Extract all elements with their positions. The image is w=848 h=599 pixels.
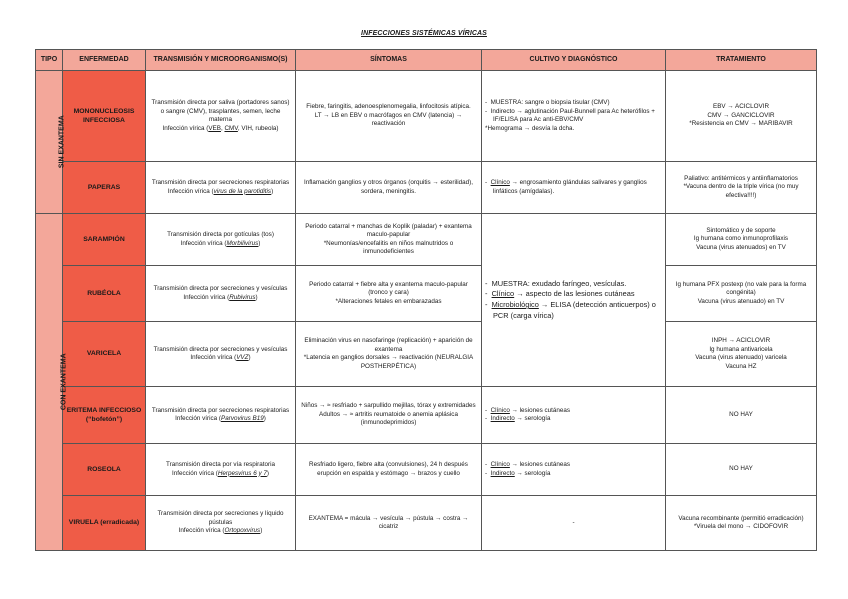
treatment-cell: INPH → ACICLOVIR Ig humana antivaricela Vacuna (virus atenuado) varicela Vacuna HZ (666, 322, 817, 387)
group-con-exantema: CON EXANTEMA (36, 214, 63, 551)
header-enfermedad: ENFERMEDAD (63, 50, 146, 71)
document-title: INFECCIONES SISTÉMICAS VÍRICAS (361, 30, 487, 37)
header-row (36, 50, 817, 71)
disease-rubeola: RUBÉOLA (63, 266, 146, 322)
disease-eritema: ERITEMA INFECCIOSO (“bofetón”) (63, 387, 146, 444)
table-row (36, 496, 817, 551)
table-row (36, 266, 817, 322)
transmission-cell: Transmisión directa por secreciones respiratorias Infección vírica (virus de la parotiditis) (146, 162, 296, 214)
diagnosis-cell: - Clínico → lesiones cutáneas - Indirecto → serología (482, 444, 666, 496)
disease-paperas: PAPERAS (63, 162, 146, 214)
treatment-cell: Paliativo: antitérmicos y antiinflamatorios *Vacuna dentro de la triple vírica (no muy efectiva!!!!) (666, 162, 817, 214)
treatment-cell: Ig humana PFX postexp (no vale para la forma congénita) Vacuna (virus atenuado) en TV (666, 266, 817, 322)
treatment-cell: NO HAY (666, 444, 817, 496)
header-sintomas: SÍNTOMAS (296, 50, 482, 71)
transmission-cell: Transmisión directa por gotículas (tos) Infección vírica (Morbilivirus) (146, 214, 296, 266)
disease-roseola: ROSEOLA (63, 444, 146, 496)
transmission-cell: Transmisión directa por vía respiratoria Infección vírica (Herpesvirus 6 y 7) (146, 444, 296, 496)
treatment-cell: Sintomático y de soporte Ig humana como inmunoprofilaxis Vacuna (virus atenuados) en TV (666, 214, 817, 266)
transmission-cell: Transmisión directa por saliva (portadores sanos) o sangre (CMV), trasplantes, semen, leche materna Infección vírica (VEB, CMV, VIH, rubeola) (146, 71, 296, 162)
symptoms-cell: EXANTEMA = mácula → vesícula → pústula → costra → cicatriz (296, 496, 482, 551)
disease-sarampion: SARAMPIÓN (63, 214, 146, 266)
shared-diagnosis-cell: - MUESTRA: exudado faríngeo, vesículas. - Clínico → aspecto de las lesiones cutáneas - Microbiológico → ELISA (detección anticuerpos) o PCR (carga vírica) (482, 214, 666, 387)
header-tratamiento: TRATAMIENTO (666, 50, 817, 71)
disease-mononucleosis: MONONUCLEOSIS INFECCIOSA (63, 71, 146, 162)
transmission-cell: Transmisión directa por secreciones y vesículas Infección vírica (Rubivirus) (146, 266, 296, 322)
disease-viruela: VIRUELA (erradicada) (63, 496, 146, 551)
transmission-cell: Transmisión directa por secreciones respiratorias Infección vírica (Parvovirus B19) (146, 387, 296, 444)
symptoms-cell: Resfriado ligero, fiebre alta (convulsiones), 24 h después erupción en espalda y estómago → brazos y cuello (296, 444, 482, 496)
treatment-cell: Vacuna recombinante (permitió erradicación) *Viruela del mono → CIDOFOVIR (666, 496, 817, 551)
viral-infections-table (35, 49, 817, 551)
header-tipo: TIPO (36, 50, 63, 71)
header-diagnostico: CULTIVO Y DIAGNÓSTICO (482, 50, 666, 71)
symptoms-cell: Fiebre, faringitis, adenoesplenomegalia, linfocitosis atípica. LT → LB en EBV o macrófagos en CMV (latencia) → reactivación (296, 71, 482, 162)
diagnosis-cell: - MUESTRA: sangre o biopsia tisular (CMV) - Indirecto → aglutinación Paul-Bunnell para Ac heterófilos + IF/ELISA para Ac anti-EBV/CMV *Hemograma → desvía la dcha. (482, 71, 666, 162)
treatment-cell: EBV → ACICLOVIR CMV → GANCICLOVIR *Resistencia en CMV → MARIBAVIR (666, 71, 817, 162)
table-row (36, 444, 817, 496)
group-sin-exantema: SIN EXANTEMA (36, 71, 63, 214)
table-row (36, 387, 817, 444)
symptoms-cell: Niños → ≈ resfriado + sarpullido mejillas, tórax y extremidades Adultos → ≈ artritis reumatoide o anemia aplásica (inmunodeprimidos) (296, 387, 482, 444)
table-row (36, 322, 817, 387)
symptoms-cell: Eliminación virus en nasofaringe (replicación) + aparición de exantema *Latencia en ganglios dorsales → reactivación (NEURALGIA POSTHERPÉTICA) (296, 322, 482, 387)
diagnosis-cell: - Clínico → engrosamiento glándulas salivares y ganglios linfáticos (amígdalas). (482, 162, 666, 214)
symptoms-cell: Periodo catarral + fiebre alta y exantema maculo-papular (tronco y cara) *Alteraciones fetales en embarazadas (296, 266, 482, 322)
transmission-cell: Transmisión directa por secreciones y líquido pústulas Infección vírica (Ortopoxvirus) (146, 496, 296, 551)
table-row (36, 214, 817, 266)
treatment-cell: NO HAY (666, 387, 817, 444)
table-row (36, 162, 817, 214)
transmission-cell: Transmisión directa por secreciones y vesículas Infección vírica (VVZ) (146, 322, 296, 387)
symptoms-cell: Inflamación ganglios y otros órganos (orquitis → esterilidad), sordera, meningitis. (296, 162, 482, 214)
disease-varicela: VARICELA (63, 322, 146, 387)
symptoms-cell: Periodo catarral + manchas de Koplik (paladar) + exantema maculo-papular *Neumonías/encefalitis en niños malnutridos o inmunodeficientes (296, 214, 482, 266)
diagnosis-cell: - Clínico → lesiones cutáneas - Indirecto → serología (482, 387, 666, 444)
table-row (36, 71, 817, 162)
diagnosis-cell: - (482, 496, 666, 551)
header-transmision: TRANSMISIÓN Y MICROORGANISMO(S) (146, 50, 296, 71)
